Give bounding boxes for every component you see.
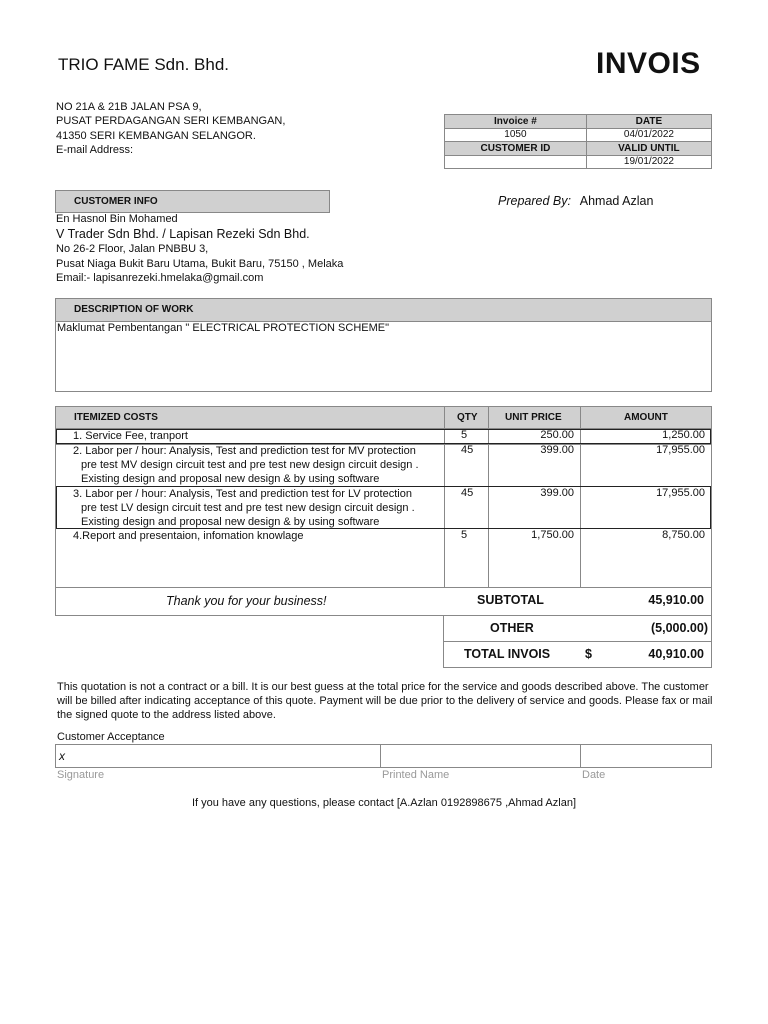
address-line: NO 21A & 21B JALAN PSA 9, [56, 101, 202, 113]
item-description [73, 444, 419, 486]
total-value: 40,910.00 [648, 647, 704, 661]
item-amount: 17,955.00 [656, 444, 705, 456]
item-qty: 5 [461, 529, 468, 541]
signature-label: Signature [57, 769, 105, 781]
subtotal-label: SUBTOTAL [477, 593, 544, 607]
invoice-meta-table [444, 114, 712, 169]
invoice-number-label: Invoice # [445, 115, 587, 129]
company-name: TRIO FAME Sdn. Bhd. [58, 55, 230, 74]
acceptance-box [55, 744, 712, 768]
item-desc-line: 1. Service Fee, tranport [73, 430, 188, 442]
address-line: E-mail Address: [56, 143, 134, 156]
invoice-number: 1050 [445, 128, 587, 142]
row-divider [56, 587, 711, 588]
items-header-price: UNIT PRICE [505, 412, 562, 423]
description-heading: DESCRIPTION OF WORK [56, 299, 711, 322]
items-header-amount: AMOUNT [624, 412, 668, 423]
thank-you-message: Thank you for your business! [166, 594, 327, 608]
item-desc-line: 4.Report and presentaion, infomation knowlage [73, 530, 304, 542]
signature-field[interactable] [56, 745, 381, 767]
item-desc-line: Existing design and proposal new design & by using software [81, 473, 380, 485]
customer-id [445, 155, 587, 169]
item-unit-price: 399.00 [540, 487, 574, 499]
item-amount: 17,955.00 [656, 487, 705, 499]
items-header-qty: QTY [457, 412, 478, 423]
customer-info-heading: CUSTOMER INFO [55, 190, 330, 213]
date-field-label: Date [582, 769, 606, 781]
item-amount: 1,250.00 [662, 429, 705, 441]
item-qty: 45 [461, 487, 474, 499]
signature-x-mark: x [59, 749, 65, 763]
prepared-by-label: Prepared By: [498, 194, 571, 208]
items-header-desc: ITEMIZED COSTS [74, 412, 158, 423]
item-amount: 8,750.00 [662, 529, 705, 541]
customer-address-line: Pusat Niaga Bukit Baru Utama, Bukit Baru, 75150 , Melaka [56, 257, 344, 270]
customer-name: En Hasnol Bin Mohamed [56, 213, 178, 225]
customer-id-label: CUSTOMER ID [445, 142, 587, 156]
customer-email: Email:- lapisanrezeki.hmelaka@gmail.com [56, 272, 264, 284]
address-line: PUSAT PERDAGANGAN SERI KEMBANGAN, [56, 115, 286, 128]
other-value: (5,000.00) [651, 621, 708, 635]
item-desc-line: pre test MV design circuit test and pre test new design circuit design . [81, 459, 419, 471]
item-unit-price: 250.00 [540, 429, 574, 441]
customer-company: V Trader Sdn Bhd. / Lapisan Rezeki Sdn Bhd. [56, 227, 310, 241]
item-unit-price: 1,750.00 [531, 529, 574, 541]
item-desc-line: pre test LV design circuit test and pre test new design circuit design . [81, 502, 415, 514]
printed-name-label: Printed Name [382, 769, 450, 781]
subtotal-value: 45,910.00 [648, 593, 704, 607]
valid-until: 19/01/2022 [586, 155, 711, 169]
total-label: TOTAL INVOIS [464, 647, 551, 661]
customer-details [56, 212, 343, 286]
item-description [73, 429, 188, 443]
valid-until-label: VALID UNTIL [586, 142, 711, 156]
customer-acceptance-label: Customer Acceptance [57, 731, 165, 743]
contact-line: If you have any questions, please contact [A.Azlan 0192898675 ,Ahmad Azlan] [191, 797, 577, 809]
item-qty: 45 [461, 444, 474, 456]
prepared-by-name: Ahmad Azlan [579, 194, 654, 208]
address-line: 41350 SERI KEMBANGAN SELANGOR. [56, 129, 256, 142]
item-desc-line: Existing design and proposal new design & by using software [81, 516, 380, 528]
printed-name-field[interactable] [381, 745, 581, 767]
company-address [56, 100, 285, 157]
items-header-row [56, 407, 711, 429]
item-desc-line: 2. Labor per / hour: Analysis, Test and prediction test for MV protection [73, 445, 416, 457]
currency-symbol: $ [585, 647, 592, 661]
invoice-date: 04/01/2022 [586, 128, 711, 142]
date-field[interactable] [581, 745, 711, 767]
description-text: Maklumat Pembentangan " ELECTRICAL PROTECTION SCHEME" [57, 322, 390, 334]
item-description [73, 529, 304, 543]
item-description [73, 487, 415, 529]
description-of-work [55, 298, 712, 392]
customer-address-line: No 26-2 Floor, Jalan PNBBU 3, [56, 243, 209, 255]
item-unit-price: 399.00 [540, 444, 574, 456]
date-label: DATE [586, 115, 711, 129]
item-qty: 5 [461, 429, 468, 441]
item-desc-line: 3. Labor per / hour: Analysis, Test and prediction test for LV protection [73, 488, 412, 500]
document-title: INVOIS [596, 47, 701, 80]
totals-divider [443, 641, 712, 642]
prepared-by [498, 194, 653, 208]
other-label: OTHER [490, 621, 534, 635]
totals-divider [443, 667, 712, 668]
itemized-costs-table [55, 406, 712, 616]
quotation-notice: This quotation is not a contract or a bill. It is our best guess at the total price for the service and goods described above. The customer will be billed after indicating acceptance of this quote. Payment will be due prior to the delivery of service and goods. Please fax or mail the signed quote to the address listed above. [57, 681, 713, 721]
